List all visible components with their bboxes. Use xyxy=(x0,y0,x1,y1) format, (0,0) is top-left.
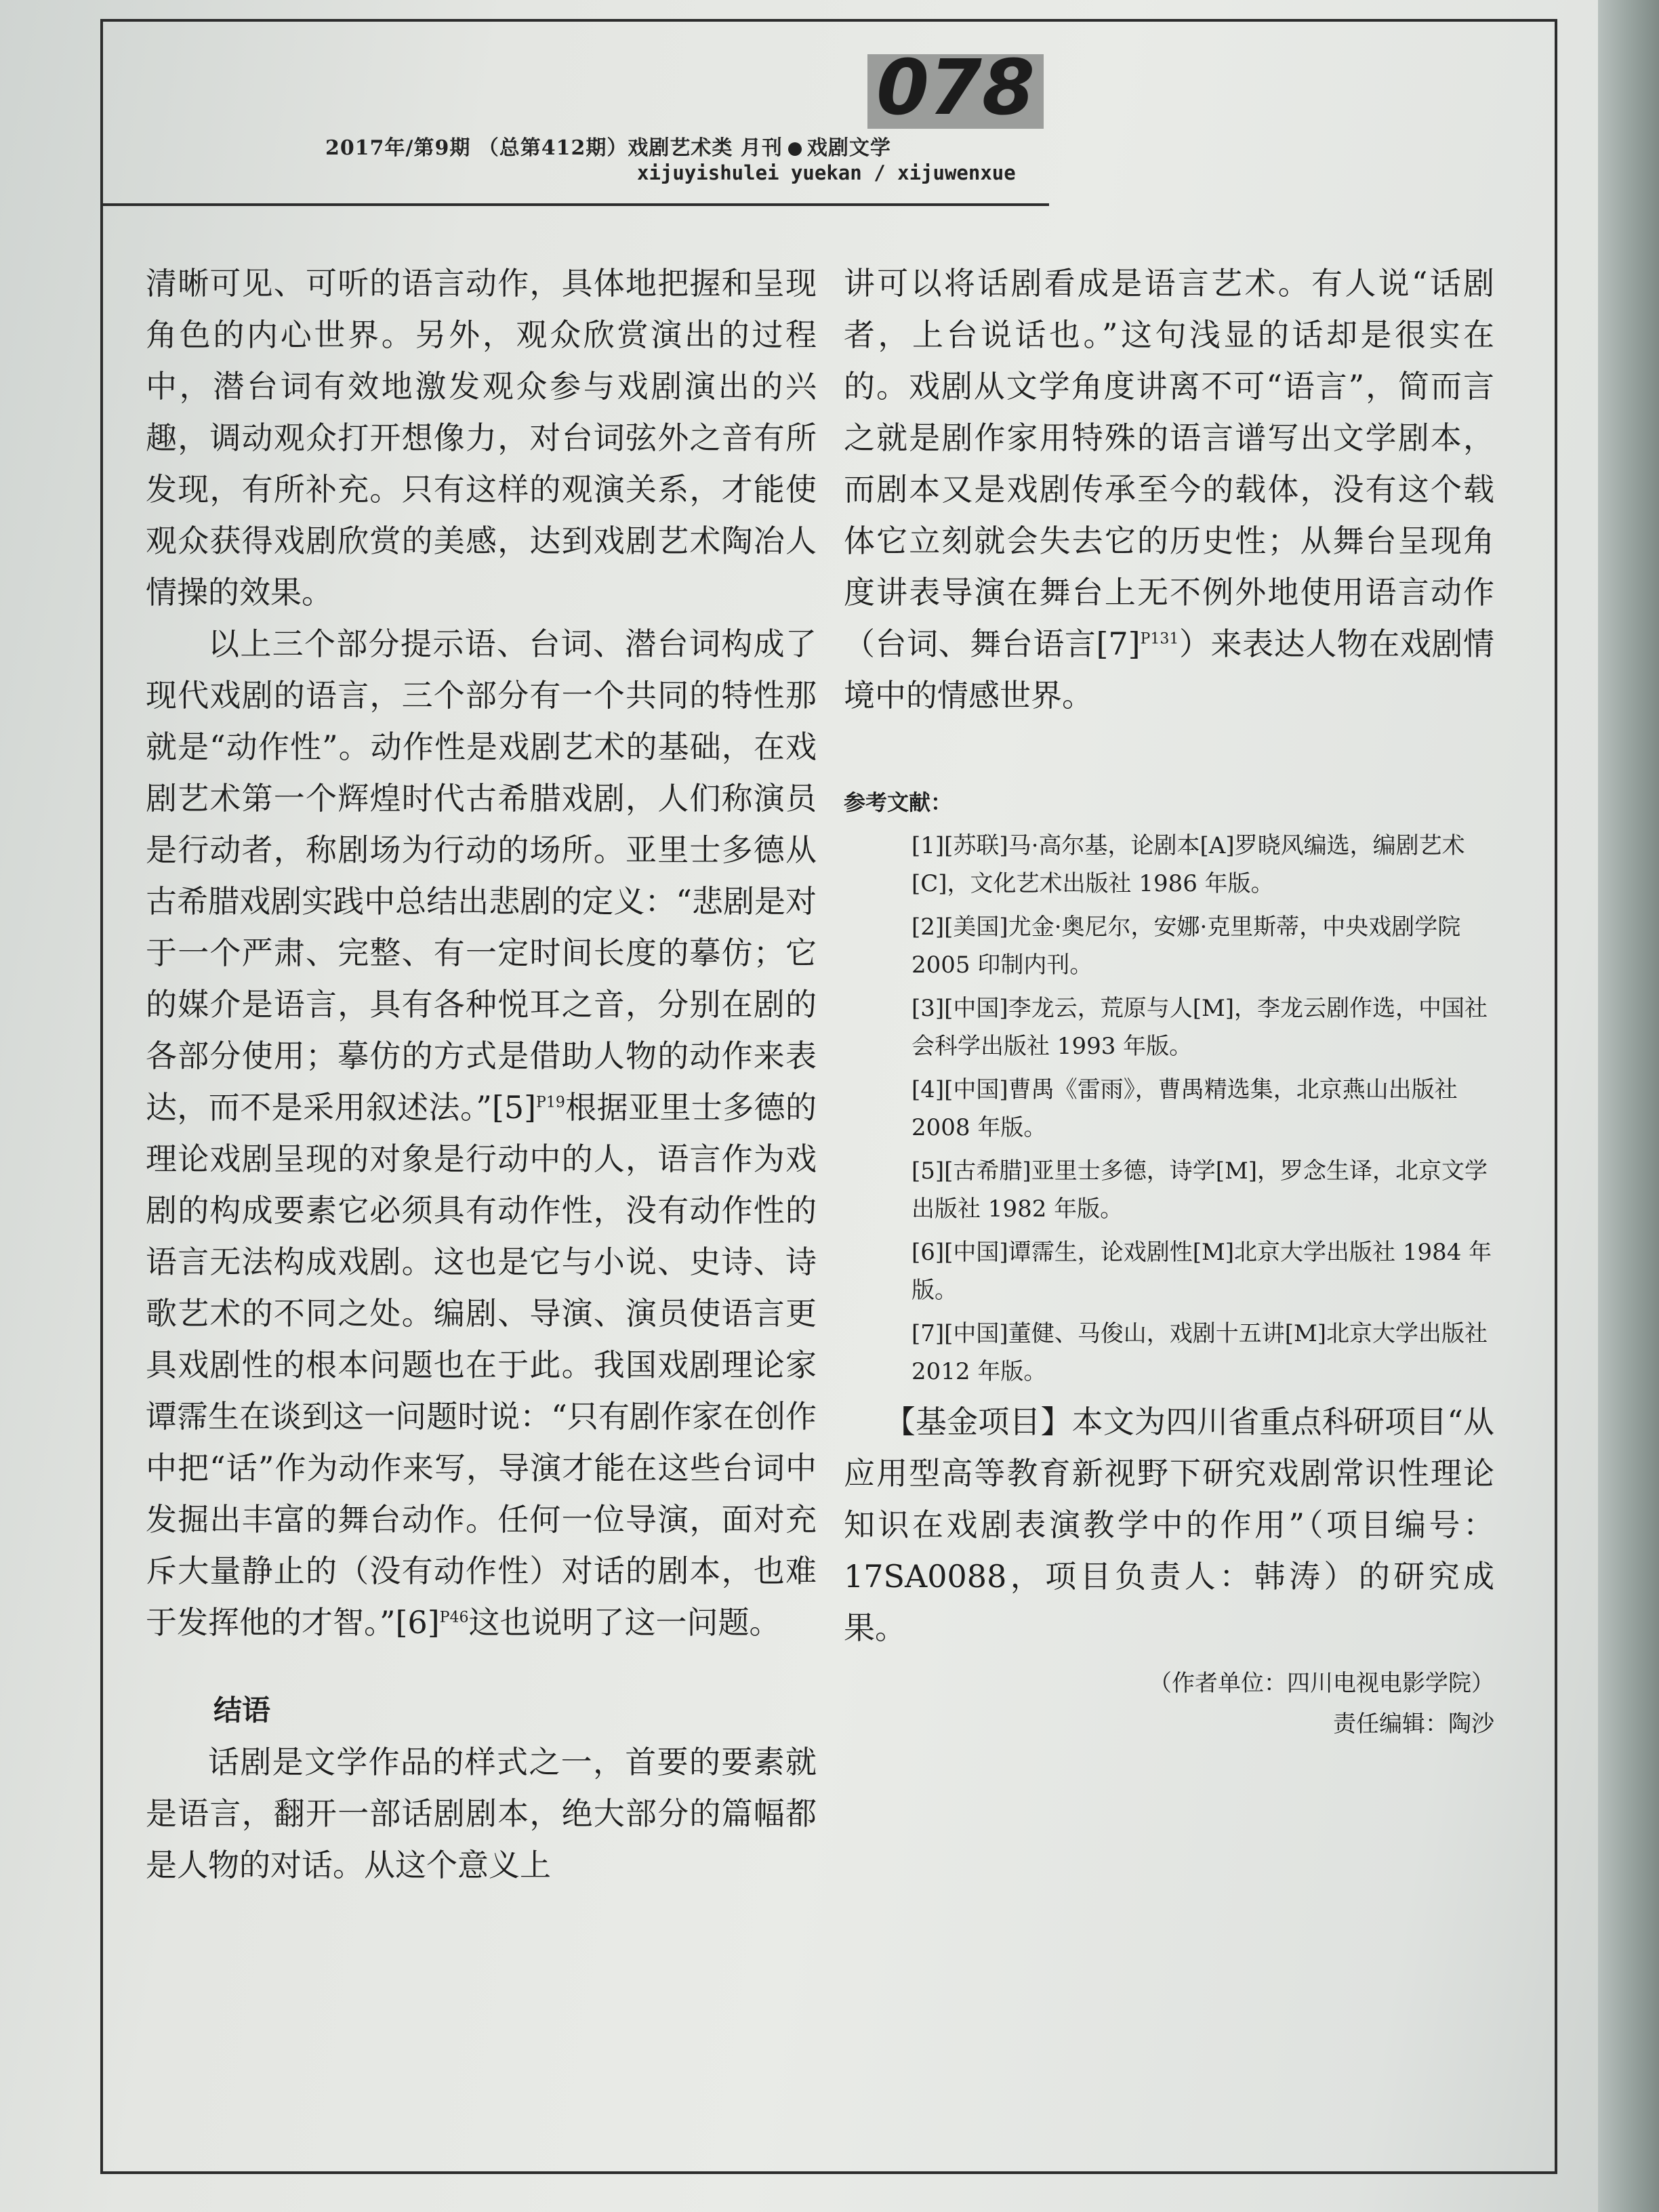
right-column xyxy=(844,258,1494,1744)
paragraph-text: 根据亚里士多德的理论戏剧呈现的对象是行动中的人，语言作为戏剧的构成要素它必须具有动作性，没有动作性的语言无法构成戏剧。这也是它与小说、史诗、诗歌艺术的不同之处。编剧、导演、演员使语言更具戏剧性的根本问题也在于此。我国戏剧理论家谭霈生在谈到这一问题时说：“只有剧作家在创作中把“话”作为动作来写，导演才能在这些台词中发掘出丰富的舞台动作。任何一位导演，面对充斥大量静止的（没有动作性）对话的剧本，也难于发挥他的才智。”[6] xyxy=(146,1089,817,1641)
references-list xyxy=(844,827,1494,1391)
section-label: 戏剧文学 xyxy=(806,136,891,160)
pinyin-subtitle: xijuyishulei yuekan / xijuwenxue xyxy=(637,161,1016,184)
paragraph-text: 这也说明了这一问题。 xyxy=(468,1604,781,1641)
reference-item: [7][中国]董健、马俊山，戏剧十五讲[M]北京大学出版社 2012 年版。 xyxy=(912,1320,1488,1385)
header-divider xyxy=(100,203,1049,206)
citation-page: P19 xyxy=(536,1094,565,1111)
paragraph-text: 讲可以将话剧看成是语言艺术。有人说“话剧者，上台说话也。”这句浅显的话却是很实在的。戏剧从文学角度讲离不可“语言”，简而言之就是剧作家用特殊的语言谱写出文学剧本，而剧本又是戏剧传承至今的载体，没有这个载体它立刻就会失去它的历史性；从舞台呈现角度讲表导演在舞台上无不例外地使用语言动作（台词、舞台语言[7] xyxy=(844,265,1494,662)
body-paragraph xyxy=(146,618,817,1648)
fund-note: 【基金项目】本文为四川省重点科研项目“从应用型高等教育新视野下研究戏剧常识性理论知识在戏剧表演教学中的作用”（项目编号：17SA0088，项目负责人：韩涛）的研究成果。 xyxy=(844,1404,1494,1646)
citation-page: P46 xyxy=(439,1609,469,1626)
conclusion-paragraph: 话剧是文学作品的样式之一，首要的要素就是语言，翻开一部话剧剧本，绝大部分的篇幅都是人物的对话。从这个意义上 xyxy=(146,1744,817,1883)
body-paragraph: 清晰可见、可听的语言动作，具体地把握和呈现角色的内心世界。另外，观众欣赏演出的过程中，潜台词有效地激发观众参与戏剧演出的兴趣，调动观众打开想像力，对台词弦外之音有所发现，有所补充。只有这样的观演关系，才能使观众获得戏剧欣赏的美感，达到戏剧艺术陶冶人情操的效果。 xyxy=(146,265,817,611)
issue-info: 2017年/第9期 （总第412期）戏剧艺术类 月刊 xyxy=(325,136,783,160)
conclusion-heading: 结语 xyxy=(213,1694,271,1727)
reference-item: [2][美国]尤金·奥尼尔，安娜·克里斯蒂，中央戏剧学院 2005 印制内刊。 xyxy=(912,914,1461,979)
references-heading: 参考文献： xyxy=(844,790,953,815)
responsible-editor: 责任编辑：陶沙 xyxy=(1333,1711,1494,1738)
bullet-dot-icon xyxy=(788,142,802,156)
reference-item: [4][中国]曹禺《雷雨》，曹禺精选集，北京燕山出版社 2008 年版。 xyxy=(912,1076,1458,1141)
book-spine-edge xyxy=(1598,0,1659,2212)
paragraph-text: ）来表达人物在戏剧情境中的情感世界。 xyxy=(844,626,1494,714)
issue-info-line xyxy=(325,131,1057,161)
citation-page: P131 xyxy=(1140,630,1179,648)
reference-item: [1][苏联]马·高尔基，论剧本[A]罗晓风编选，编剧艺术[C]，文化艺术出版社 1986 年版。 xyxy=(912,832,1465,897)
reference-item: [6][中国]谭霈生，论戏剧性[M]北京大学出版社 1984 年版。 xyxy=(912,1239,1492,1304)
reference-item: [5][古希腊]亚里士多德，诗学[M]，罗念生译，北京文学出版社 1982 年版。 xyxy=(912,1158,1488,1223)
page-number: 078 xyxy=(876,44,1035,132)
left-column xyxy=(146,258,817,1891)
author-affiliation: （作者单位：四川电视电影学院） xyxy=(1149,1670,1494,1697)
reference-item: [3][中国]李龙云，荒原与人[M]，李龙云剧作选，中国社会科学出版社 1993 年版。 xyxy=(912,995,1488,1060)
body-paragraph xyxy=(844,258,1494,721)
paragraph-text: 以上三个部分提示语、台词、潜台词构成了现代戏剧的语言，三个部分有一个共同的特性那就是“动作性”。动作性是戏剧艺术的基础，在戏剧艺术第一个辉煌时代古希腊戏剧，人们称演员是行动者，称剧场为行动的场所。亚里士多德从古希腊戏剧实践中总结出悲剧的定义：“悲剧是对于一个严肃、完整、有一定时间长度的摹仿；它的媒介是语言，具有各种悦耳之音，分别在剧的各部分使用；摹仿的方式是借助人物的动作来表达，而不是采用叙述法。”[5] xyxy=(146,626,817,1126)
